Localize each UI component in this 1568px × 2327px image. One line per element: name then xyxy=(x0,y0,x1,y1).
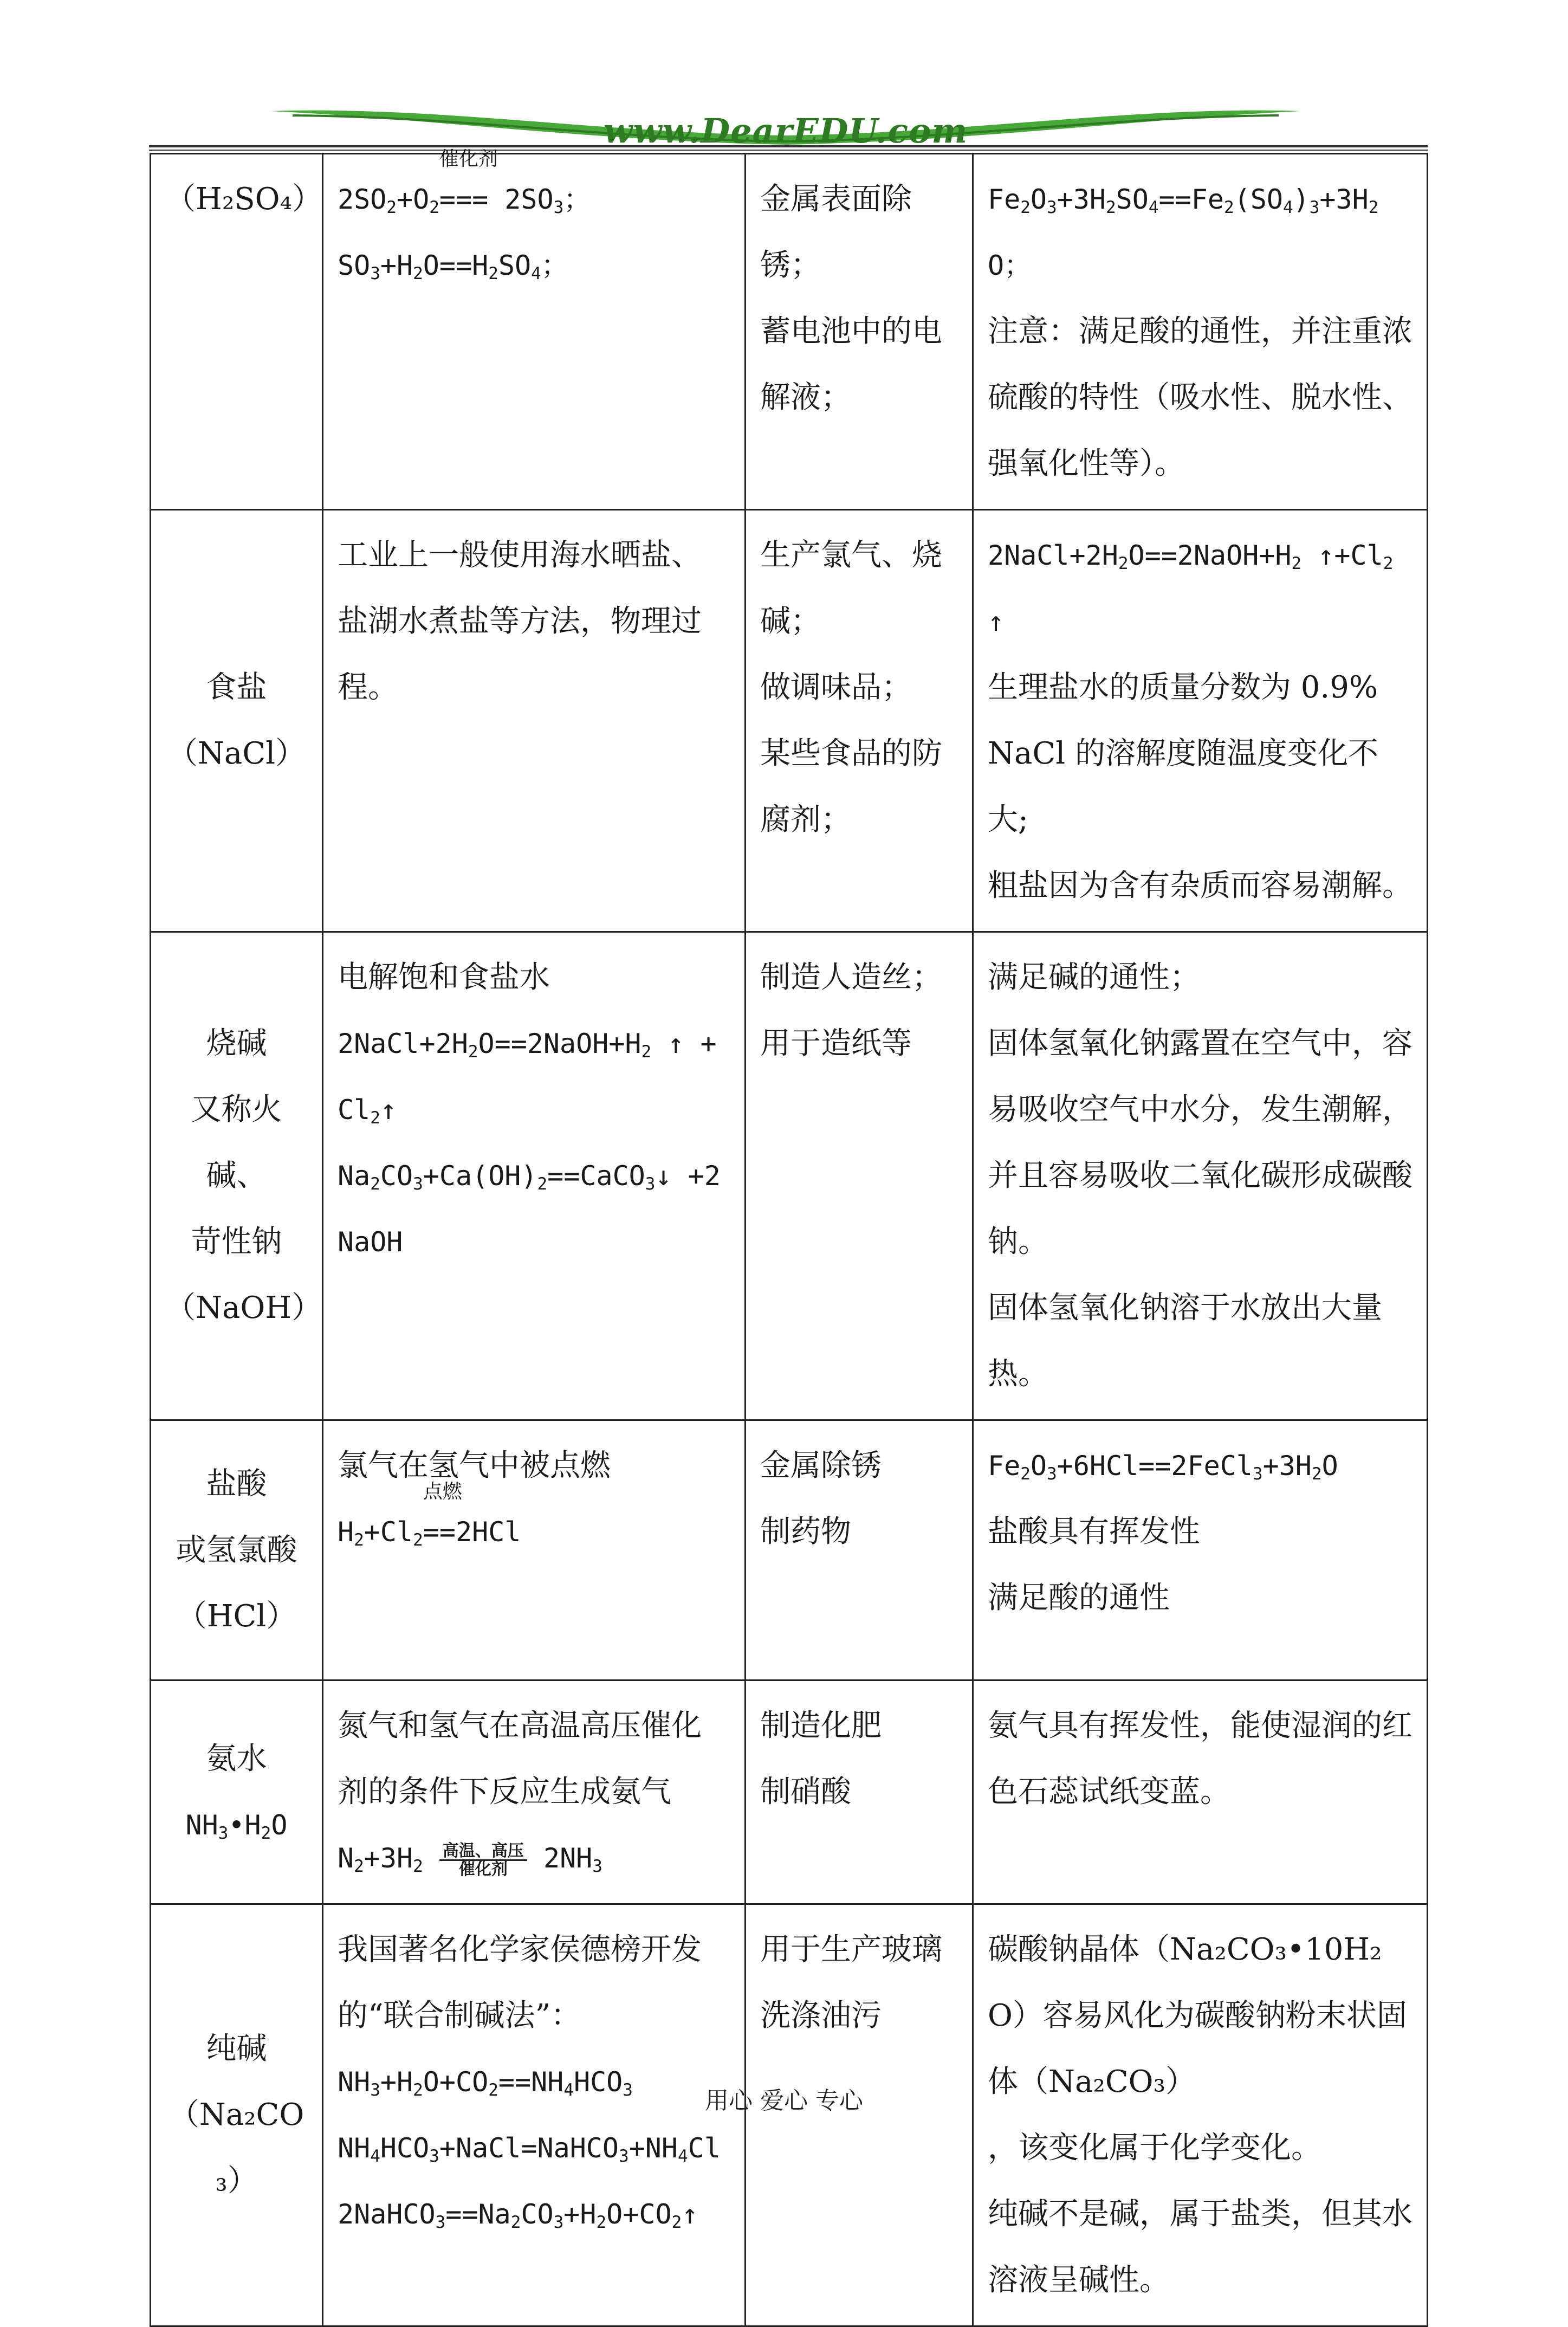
use-item: 用于生产玻璃 xyxy=(760,1932,942,1967)
substance-alias: 或氢氯酸 xyxy=(176,1532,297,1568)
note-text: 盐酸具有挥发性 xyxy=(988,1514,1200,1549)
equation: $2NaCl+2H_2O==2NaOH+H_2$ ↑ $+Cl_2↑$ xyxy=(338,1028,717,1128)
note-text: 生理盐水的质量分数为 0.9% xyxy=(988,670,1378,705)
use-item: 金属除锈 xyxy=(760,1448,882,1483)
preparation-cell xyxy=(323,510,746,932)
use-item: 某些食品的防腐剂； xyxy=(760,736,942,837)
substance-alias: 苛性钠 xyxy=(191,1224,282,1259)
substance-name-cell xyxy=(151,154,323,510)
uses-cell xyxy=(746,1680,973,1904)
notes-cell xyxy=(973,510,1428,932)
notes-cell xyxy=(973,1420,1428,1680)
substance-name-cell xyxy=(151,1680,323,1904)
note-text: 满足酸的通性 xyxy=(988,1580,1170,1615)
note-text: 氨气具有挥发性，能使湿润的红色石蕊试纸变蓝。 xyxy=(988,1708,1413,1809)
substance-formula: （Na₂CO₃） xyxy=(169,2097,304,2199)
site-logo-text[interactable]: www.DearEDU.com xyxy=(603,111,968,151)
use-item: 金属表面除锈； xyxy=(760,182,912,283)
use-item: 蓄电池中的电解液； xyxy=(760,314,942,415)
table-row xyxy=(151,510,1428,932)
substance-name: 食盐 xyxy=(206,670,267,705)
table-row xyxy=(151,1420,1428,1680)
equation: $2SO_2+O_2$ 催化剂 === $2SO_3$； xyxy=(338,148,591,217)
note-text: ，该变化属于化学变化。 xyxy=(988,2130,1321,2166)
condition-bottom: 催化剂 xyxy=(458,1860,508,1879)
substance-formula: （H₂SO₄） xyxy=(165,182,323,217)
use-item: 做调味品； xyxy=(760,670,912,705)
note-text: 满足碱的通性； xyxy=(988,960,1200,995)
uses-cell xyxy=(746,1420,973,1680)
equation: $2NaHCO_3==Na_2CO_3+H_2O+CO_2↑$ xyxy=(338,2199,698,2232)
table-row xyxy=(151,932,1428,1420)
preparation-cell xyxy=(323,1420,746,1680)
note-text: 注意：满足酸的通性，并注重浓硫酸的特性（吸水性、脱水性、强氧化性等）。 xyxy=(988,314,1413,481)
equation: $NH_3+H_2O+CO_2==NH_4HCO_3$ xyxy=(338,2066,633,2100)
prep-text: 我国著名化学家侯德榜开发的“联合制碱法”： xyxy=(338,1932,702,2033)
substance-name-cell xyxy=(151,1420,323,1680)
use-item: 制硝酸 xyxy=(760,1774,851,1809)
table-row xyxy=(151,154,1428,510)
reaction-condition: 催化剂 xyxy=(439,148,498,171)
use-item: 制造化肥 xyxy=(760,1708,882,1743)
uses-cell xyxy=(746,932,973,1420)
equation: $Fe_2O_3+6HCl==2FeCl_3+3H_2O$ xyxy=(988,1450,1338,1484)
note-text: 固体氢氧化钠溶于水放出大量热。 xyxy=(988,1290,1382,1392)
substance-formula: （NaOH） xyxy=(165,1290,322,1326)
use-item: 制药物 xyxy=(760,1514,851,1549)
note-text: 纯碱不是碱，属于盐类，但其水溶液呈碱性。 xyxy=(988,2196,1413,2298)
prep-text: 电解饱和食盐水 xyxy=(338,960,550,995)
page-footer-slogan: 用心 爱心 专心 xyxy=(705,2087,863,2115)
header-divider xyxy=(149,145,1428,147)
header-divider-thin xyxy=(149,150,1428,151)
use-item: 洗涤油污 xyxy=(760,1998,882,2033)
equation: $Fe_2O_3+3H_2SO_4==Fe_2(SO_4)_3+3H_2O$； xyxy=(988,184,1379,281)
chemicals-table xyxy=(150,148,1428,2327)
substance-name: 氨水 xyxy=(206,1741,267,1776)
equation: $H_2+Cl_2$ 点燃 ==2HCl xyxy=(338,1481,521,1550)
substance-name-cell xyxy=(151,932,323,1420)
note-text: 碳酸钠晶体（Na₂CO₃•10H₂O）容易风化为碳酸钠粉末状固体（Na₂CO₃） xyxy=(988,1932,1407,2099)
notes-cell xyxy=(973,1680,1428,1904)
preparation-cell xyxy=(323,932,746,1420)
use-item: 制造人造丝； xyxy=(760,960,942,995)
substance-name: 烧碱 xyxy=(206,1026,267,1061)
substance-name: 纯碱 xyxy=(206,2031,267,2066)
substance-formula: （HCl） xyxy=(176,1598,297,1634)
preparation-cell xyxy=(323,1680,746,1904)
equation: $SO_3+H_2O==H_2SO_4$； xyxy=(338,250,568,283)
reaction-condition: 点燃 xyxy=(423,1481,462,1503)
use-item: 用于造纸等 xyxy=(760,1026,912,1061)
prep-text: 氯气在氢气中被点燃 xyxy=(338,1448,611,1483)
uses-cell xyxy=(746,510,973,932)
substance-name-cell xyxy=(151,510,323,932)
condition-top: 高温、高压 xyxy=(439,1843,527,1861)
uses-cell xyxy=(746,154,973,510)
note-text: NaCl 的溶解度随温度变化不大; xyxy=(988,736,1378,837)
prep-text: 工业上一般使用海水晒盐、盐湖水煮盐等方法，物理过程。 xyxy=(338,538,702,705)
substance-alias: 又称火碱、 xyxy=(191,1092,282,1193)
equation: $2NaCl+2H_2O==2NaOH+H_2$ $↑+Cl_2$ ↑ xyxy=(988,540,1394,637)
notes-cell xyxy=(973,932,1428,1420)
notes-cell xyxy=(973,154,1428,510)
table-row xyxy=(151,1680,1428,1904)
equation: $N_2+3H_2$ $\frac{\text{高温、高压}}{\text{催化剂}}$ $2NH_3$ xyxy=(338,1841,602,1879)
prep-text: 氮气和氢气在高温高压催化剂的条件下反应生成氨气 xyxy=(338,1708,702,1809)
equation: $Na_2CO_3+Ca(OH)_2==CaCO_3↓$ +2NaOH xyxy=(338,1160,721,1258)
substance-name: 盐酸 xyxy=(206,1466,267,1502)
use-item: 生产氯气、烧碱； xyxy=(760,538,942,639)
substance-formula: （NaCl） xyxy=(167,736,306,771)
reaction-condition xyxy=(439,1843,527,1878)
equation: $NH_4HCO_3+NaCl=NaHCO_3+NH_4Cl$ xyxy=(338,2132,721,2166)
substance-formula: $NH_3•H_2O$ xyxy=(185,1809,288,1843)
note-text: 固体氢氧化钠露置在空气中，容易吸收空气中水分，发生潮解，并且容易吸收二氧化碳形成碳酸钠。 xyxy=(988,1026,1413,1259)
note-text: 粗盐因为含有杂质而容易潮解。 xyxy=(988,868,1413,903)
preparation-cell xyxy=(323,148,746,510)
